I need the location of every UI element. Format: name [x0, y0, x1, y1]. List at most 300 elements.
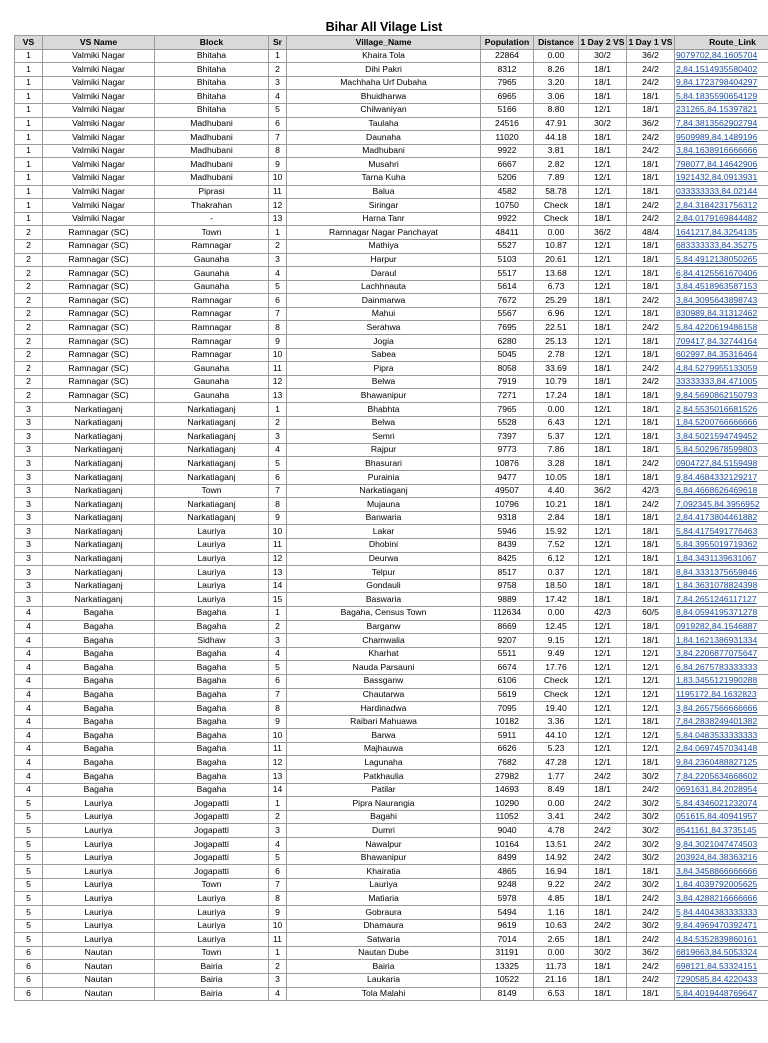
village-name-cell: Khairatia [287, 865, 481, 879]
route-link[interactable]: 602997,84.35316464 [675, 348, 768, 362]
village-name-cell: Patkhaulia [287, 770, 481, 784]
day1vs-cell: 24/2 [627, 212, 675, 226]
sr-cell: 6 [269, 674, 287, 688]
table-row [15, 253, 768, 267]
route-link[interactable]: 5,84.4404383333333 [675, 906, 768, 920]
route-link[interactable]: 5,84.1835590654129 [675, 90, 768, 104]
village-name-cell: Nautan Dube [287, 946, 481, 960]
route-link[interactable]: 9079702,84.1605704 [675, 49, 768, 63]
vs-cell: 2 [15, 280, 43, 294]
route-link[interactable]: 051615,84.40941957 [675, 810, 768, 824]
sr-cell: 11 [269, 185, 287, 199]
distance-cell: 0.00 [534, 49, 579, 63]
day2vs-cell: 18/1 [579, 783, 627, 797]
route-link[interactable]: 6819663,84.5053324 [675, 946, 768, 960]
village-name-cell: Taulaha [287, 117, 481, 131]
day2vs-cell: 24/2 [579, 810, 627, 824]
day1vs-cell: 18/1 [627, 416, 675, 430]
route-link[interactable]: 3,84.3095643898743 [675, 294, 768, 308]
distance-cell: 17.76 [534, 661, 579, 675]
population-cell: 7682 [481, 756, 534, 770]
sr-cell: 2 [269, 620, 287, 634]
day2vs-cell: 18/1 [579, 63, 627, 77]
col-header-population[interactable]: Population [481, 36, 534, 50]
sr-cell: 4 [269, 443, 287, 457]
day2vs-cell: 12/1 [579, 307, 627, 321]
population-cell: 5528 [481, 416, 534, 430]
sr-cell: 13 [269, 212, 287, 226]
route-link[interactable]: 8,84.0594195371278 [675, 606, 768, 620]
vs-cell: 3 [15, 593, 43, 607]
route-link[interactable]: 8,84.3331375659846 [675, 566, 768, 580]
vs-cell: 4 [15, 756, 43, 770]
village-name-cell: Gondauli [287, 579, 481, 593]
table-row [15, 171, 768, 185]
vs-name-cell: Lauriya [43, 865, 155, 879]
day2vs-cell: 18/1 [579, 212, 627, 226]
population-cell: 27982 [481, 770, 534, 784]
day2vs-cell: 12/1 [579, 239, 627, 253]
route-link[interactable]: 5,84.3955019719362 [675, 538, 768, 552]
sr-cell: 4 [269, 647, 287, 661]
sr-cell: 5 [269, 851, 287, 865]
vs-cell: 2 [15, 307, 43, 321]
distance-cell: 17.24 [534, 389, 579, 403]
block-cell: Bagaha [155, 702, 269, 716]
vs-name-cell: Lauriya [43, 906, 155, 920]
route-link[interactable]: 5,84.4220619486158 [675, 321, 768, 335]
block-cell: Bhitaha [155, 63, 269, 77]
page-title: Bihar All Vilage List [0, 19, 768, 35]
vs-name-cell: Ramnagar (SC) [43, 226, 155, 240]
distance-cell: Check [534, 674, 579, 688]
vs-cell: 2 [15, 362, 43, 376]
population-cell: 5206 [481, 171, 534, 185]
route-link[interactable]: 33333333,84.471005 [675, 375, 768, 389]
vs-cell: 2 [15, 348, 43, 362]
day2vs-cell: 12/1 [579, 756, 627, 770]
vs-cell: 1 [15, 144, 43, 158]
distance-cell: 7.52 [534, 538, 579, 552]
route-link[interactable]: 7,84.3813562902794 [675, 117, 768, 131]
vs-cell: 5 [15, 919, 43, 933]
table-row [15, 742, 768, 756]
vs-name-cell: Valmiki Nagar [43, 185, 155, 199]
vs-cell: 3 [15, 484, 43, 498]
vs-name-cell: Valmiki Nagar [43, 76, 155, 90]
route-link[interactable]: 9,84.3021047474503 [675, 838, 768, 852]
table-row [15, 348, 768, 362]
vs-cell: 3 [15, 416, 43, 430]
route-link[interactable]: 3,84.5021594749452 [675, 430, 768, 444]
block-cell: Narkatiaganj [155, 471, 269, 485]
vs-name-cell: Lauriya [43, 878, 155, 892]
table-body [15, 49, 768, 1001]
route-link[interactable]: 5,84.0483533333333 [675, 729, 768, 743]
village-name-cell: Dihi Pakri [287, 63, 481, 77]
route-link[interactable]: 5,84.4019448769647 [675, 987, 768, 1001]
vs-cell: 1 [15, 199, 43, 213]
day1vs-cell: 24/2 [627, 906, 675, 920]
vs-cell: 4 [15, 715, 43, 729]
population-cell: 7397 [481, 430, 534, 444]
block-cell: Gaunaha [155, 362, 269, 376]
day1vs-cell: 12/1 [627, 674, 675, 688]
table-row [15, 307, 768, 321]
route-link[interactable]: 1,83.3455121990288 [675, 674, 768, 688]
population-cell: 6280 [481, 335, 534, 349]
village-name-cell: Bhabhta [287, 403, 481, 417]
route-link[interactable]: 2,84.5535016681526 [675, 403, 768, 417]
vs-cell: 1 [15, 158, 43, 172]
col-header-route-link[interactable]: Route_Link [675, 36, 768, 50]
table-row [15, 715, 768, 729]
vs-cell: 4 [15, 661, 43, 675]
distance-cell: Check [534, 199, 579, 213]
sr-cell: 3 [269, 824, 287, 838]
table-row [15, 634, 768, 648]
distance-cell: 9.15 [534, 634, 579, 648]
vs-name-cell: Narkatiaganj [43, 457, 155, 471]
day2vs-cell: 18/1 [579, 131, 627, 145]
col-header-sr[interactable]: Sr [269, 36, 287, 50]
route-link[interactable]: 798077,84.14642906 [675, 158, 768, 172]
route-link[interactable]: 9509989,84.1489196 [675, 131, 768, 145]
block-cell: Lauriya [155, 933, 269, 947]
population-cell: 5978 [481, 892, 534, 906]
route-link[interactable]: 4,84.5279955133059 [675, 362, 768, 376]
village-name-cell: Serahwa [287, 321, 481, 335]
village-name-cell: Jogia [287, 335, 481, 349]
block-cell: Bhitaha [155, 76, 269, 90]
route-link[interactable]: 0919282,84.1546887 [675, 620, 768, 634]
distance-cell: 0.00 [534, 226, 579, 240]
village-name-cell: Tola Malahi [287, 987, 481, 1001]
day2vs-cell: 18/1 [579, 892, 627, 906]
block-cell: Bagaha [155, 606, 269, 620]
route-link[interactable]: 5,84.4346021232074 [675, 797, 768, 811]
vs-name-cell: Bagaha [43, 715, 155, 729]
table-row [15, 647, 768, 661]
village-name-cell: Lakar [287, 525, 481, 539]
day2vs-cell: 18/1 [579, 294, 627, 308]
block-cell: Narkatiaganj [155, 498, 269, 512]
population-cell: 8517 [481, 566, 534, 580]
route-link[interactable]: 2,84.3184231756312 [675, 199, 768, 213]
table-row [15, 430, 768, 444]
day1vs-cell: 12/1 [627, 729, 675, 743]
route-link[interactable]: 1,84.3431139631067 [675, 552, 768, 566]
route-link[interactable]: 231265,84.15397821 [675, 103, 768, 117]
block-cell: Ramnagar [155, 335, 269, 349]
vs-cell: 3 [15, 525, 43, 539]
vs-cell: 1 [15, 185, 43, 199]
vs-name-cell: Bagaha [43, 606, 155, 620]
route-link[interactable]: 7,092345,84.3956952 [675, 498, 768, 512]
village-name-cell: Nauda Parsauni [287, 661, 481, 675]
route-link[interactable]: 2,84.1514935580402 [675, 63, 768, 77]
day1vs-cell: 36/2 [627, 946, 675, 960]
day2vs-cell: 12/1 [579, 416, 627, 430]
route-link[interactable]: 7290585,84.4220433 [675, 973, 768, 987]
route-link[interactable]: 1195172,84.1632823 [675, 688, 768, 702]
village-name-cell: Bhawanipur [287, 851, 481, 865]
header-row [15, 36, 768, 50]
distance-cell: 12.45 [534, 620, 579, 634]
vs-name-cell: Ramnagar (SC) [43, 321, 155, 335]
route-link[interactable]: 830989,84.31312462 [675, 307, 768, 321]
distance-cell: 8.49 [534, 783, 579, 797]
table-row [15, 783, 768, 797]
sr-cell: 1 [269, 226, 287, 240]
vs-name-cell: Narkatiaganj [43, 498, 155, 512]
table-row [15, 443, 768, 457]
vs-name-cell: Bagaha [43, 742, 155, 756]
route-link[interactable]: 683333333,84.35275 [675, 239, 768, 253]
route-link[interactable]: 5,84.5029678599803 [675, 443, 768, 457]
vs-cell: 4 [15, 729, 43, 743]
sr-cell: 10 [269, 525, 287, 539]
distance-cell: Check [534, 212, 579, 226]
vs-cell: 1 [15, 103, 43, 117]
route-link[interactable]: 709417,84.32744164 [675, 335, 768, 349]
day2vs-cell: 18/1 [579, 579, 627, 593]
village-name-cell: Laukaria [287, 973, 481, 987]
sr-cell: 1 [269, 403, 287, 417]
block-cell: Ramnagar [155, 321, 269, 335]
vs-cell: 3 [15, 443, 43, 457]
village-name-cell: Hardinadwa [287, 702, 481, 716]
day1vs-cell: 18/1 [627, 443, 675, 457]
route-link[interactable]: 3,84.4518963587153 [675, 280, 768, 294]
route-link[interactable]: 2,84.0179169844482 [675, 212, 768, 226]
village-name-cell: Lachhnauta [287, 280, 481, 294]
sr-cell: 6 [269, 471, 287, 485]
route-link[interactable]: 4,84.5352839860161 [675, 933, 768, 947]
vs-cell: 6 [15, 973, 43, 987]
route-link[interactable]: 1,84.1621386931334 [675, 634, 768, 648]
village-name-cell: Deurwa [287, 552, 481, 566]
day2vs-cell: 18/1 [579, 389, 627, 403]
distance-cell: 2.82 [534, 158, 579, 172]
village-name-cell: Bagahi [287, 810, 481, 824]
route-link[interactable]: 9,84.4684332129217 [675, 471, 768, 485]
block-cell: Lauriya [155, 552, 269, 566]
vs-name-cell: Bagaha [43, 783, 155, 797]
day2vs-cell: 12/1 [579, 430, 627, 444]
block-cell: Madhubani [155, 131, 269, 145]
village-name-cell: Mahui [287, 307, 481, 321]
day1vs-cell: 18/1 [627, 253, 675, 267]
vs-name-cell: Valmiki Nagar [43, 158, 155, 172]
route-link[interactable]: 7,84.2651246117127 [675, 593, 768, 607]
route-link[interactable]: 9,84.5690862150793 [675, 389, 768, 403]
vs-name-cell: Narkatiaganj [43, 579, 155, 593]
block-cell: Bagaha [155, 688, 269, 702]
day1vs-cell: 18/1 [627, 634, 675, 648]
distance-cell: 2.78 [534, 348, 579, 362]
day1vs-cell: 24/2 [627, 933, 675, 947]
table-row [15, 838, 768, 852]
vs-cell: 3 [15, 471, 43, 485]
col-header-vs[interactable]: VS [15, 36, 43, 50]
route-link[interactable]: 1,84.3631078824398 [675, 579, 768, 593]
distance-cell: 6.96 [534, 307, 579, 321]
sr-cell: 8 [269, 702, 287, 716]
route-link[interactable]: 7,84.2838249401382 [675, 715, 768, 729]
route-link[interactable]: 6,84.2675783333333 [675, 661, 768, 675]
sr-cell: 7 [269, 307, 287, 321]
sr-cell: 10 [269, 919, 287, 933]
distance-cell: 13.68 [534, 267, 579, 281]
table-row [15, 362, 768, 376]
distance-cell: 47.28 [534, 756, 579, 770]
vs-cell: 4 [15, 742, 43, 756]
vs-cell: 2 [15, 294, 43, 308]
vs-name-cell: Ramnagar (SC) [43, 375, 155, 389]
route-link[interactable]: 1,84.5200766666666 [675, 416, 768, 430]
route-link[interactable]: 6,84.4668626469618 [675, 484, 768, 498]
vs-cell: 5 [15, 824, 43, 838]
day1vs-cell: 36/2 [627, 49, 675, 63]
vs-name-cell: Ramnagar (SC) [43, 348, 155, 362]
table-row [15, 158, 768, 172]
col-header-village-name[interactable]: Village_Name [287, 36, 481, 50]
vs-name-cell: Lauriya [43, 838, 155, 852]
day1vs-cell: 18/1 [627, 171, 675, 185]
population-cell: 49507 [481, 484, 534, 498]
vs-name-cell: Narkatiaganj [43, 566, 155, 580]
vs-cell: 2 [15, 239, 43, 253]
route-link[interactable]: 2,84.0697457034148 [675, 742, 768, 756]
village-name-cell: Majhauwa [287, 742, 481, 756]
sr-cell: 1 [269, 49, 287, 63]
route-link[interactable]: 3,84.1638916666666 [675, 144, 768, 158]
block-cell: Bagaha [155, 729, 269, 743]
route-link[interactable]: 033333333,84.02144 [675, 185, 768, 199]
sr-cell: 15 [269, 593, 287, 607]
day1vs-cell: 24/2 [627, 199, 675, 213]
distance-cell: 3.06 [534, 90, 579, 104]
vs-cell: 3 [15, 457, 43, 471]
vs-cell: 4 [15, 770, 43, 784]
route-link[interactable]: 1,84.4039792005625 [675, 878, 768, 892]
sr-cell: 10 [269, 729, 287, 743]
col-header-1-day-2-vs[interactable]: 1 Day 2 VS [579, 36, 627, 50]
sr-cell: 9 [269, 335, 287, 349]
route-link[interactable]: 698121,84.53324151 [675, 960, 768, 974]
col-header-1-day-1-vs[interactable]: 1 Day 1 VS [627, 36, 675, 50]
route-link[interactable]: 7,84.2205634668602 [675, 770, 768, 784]
route-link[interactable]: 6,84.4125561670406 [675, 267, 768, 281]
route-link[interactable]: 0691631,84.2028954 [675, 783, 768, 797]
day2vs-cell: 12/1 [579, 566, 627, 580]
route-link[interactable]: 9,84.4969470392471 [675, 919, 768, 933]
day2vs-cell: 18/1 [579, 362, 627, 376]
block-cell: Sidhaw [155, 634, 269, 648]
col-header-distance[interactable]: Distance [534, 36, 579, 50]
population-cell: 5511 [481, 647, 534, 661]
route-link[interactable]: 203924,84.38363216 [675, 851, 768, 865]
village-name-cell: Narkatiaganj [287, 484, 481, 498]
block-cell: Narkatiaganj [155, 457, 269, 471]
route-link[interactable]: 5,84.4175491776463 [675, 525, 768, 539]
sr-cell: 4 [269, 838, 287, 852]
route-link[interactable]: 8541161,84.3735145 [675, 824, 768, 838]
vs-name-cell: Lauriya [43, 824, 155, 838]
village-name-cell: Mujauna [287, 498, 481, 512]
sr-cell: 1 [269, 606, 287, 620]
vs-name-cell: Nautan [43, 987, 155, 1001]
block-cell: Ramnagar [155, 294, 269, 308]
distance-cell: 44.10 [534, 729, 579, 743]
day2vs-cell: 12/1 [579, 702, 627, 716]
population-cell: 7695 [481, 321, 534, 335]
day1vs-cell: 12/1 [627, 661, 675, 675]
block-cell: Town [155, 878, 269, 892]
distance-cell: 4.40 [534, 484, 579, 498]
vs-cell: 4 [15, 634, 43, 648]
table-row [15, 76, 768, 90]
route-link[interactable]: 3,84.4288216666666 [675, 892, 768, 906]
day2vs-cell: 24/2 [579, 838, 627, 852]
route-link[interactable]: 2,84.4173804461882 [675, 511, 768, 525]
day2vs-cell: 12/1 [579, 335, 627, 349]
distance-cell: 6.12 [534, 552, 579, 566]
vs-name-cell: Ramnagar (SC) [43, 362, 155, 376]
day1vs-cell: 24/2 [627, 498, 675, 512]
table-row [15, 973, 768, 987]
col-header-vs-name[interactable]: VS Name [43, 36, 155, 50]
day2vs-cell: 42/3 [579, 606, 627, 620]
population-cell: 9922 [481, 212, 534, 226]
population-cell: 9889 [481, 593, 534, 607]
table-row [15, 389, 768, 403]
population-cell: 48411 [481, 226, 534, 240]
route-link[interactable]: 1641217,84.3254135 [675, 226, 768, 240]
day2vs-cell: 12/1 [579, 348, 627, 362]
sr-cell: 12 [269, 375, 287, 389]
sr-cell: 8 [269, 498, 287, 512]
day2vs-cell: 18/1 [579, 906, 627, 920]
distance-cell: 21.16 [534, 973, 579, 987]
route-link[interactable]: 5,84.4912138050265 [675, 253, 768, 267]
day2vs-cell: 24/2 [579, 824, 627, 838]
day2vs-cell: 18/1 [579, 498, 627, 512]
route-link[interactable]: 1921432,84.0913931 [675, 171, 768, 185]
route-link[interactable]: 9,84.2360488827125 [675, 756, 768, 770]
vs-name-cell: Narkatiaganj [43, 525, 155, 539]
population-cell: 5103 [481, 253, 534, 267]
block-cell: Jogapatti [155, 838, 269, 852]
route-link[interactable]: 3,84.2657566666666 [675, 702, 768, 716]
day2vs-cell: 12/1 [579, 620, 627, 634]
population-cell: 5517 [481, 267, 534, 281]
village-table [14, 35, 768, 1001]
route-link[interactable]: 3,84.2206877075647 [675, 647, 768, 661]
route-link[interactable]: 0904727,84.5159498 [675, 457, 768, 471]
table-row [15, 593, 768, 607]
col-header-block[interactable]: Block [155, 36, 269, 50]
day2vs-cell: 12/1 [579, 661, 627, 675]
route-link[interactable]: 9,84.1723798404297 [675, 76, 768, 90]
sr-cell: 11 [269, 742, 287, 756]
table-row [15, 674, 768, 688]
population-cell: 6965 [481, 90, 534, 104]
table-row [15, 756, 768, 770]
village-name-cell: Nawalpur [287, 838, 481, 852]
route-link[interactable]: 3,84.3458866666666 [675, 865, 768, 879]
